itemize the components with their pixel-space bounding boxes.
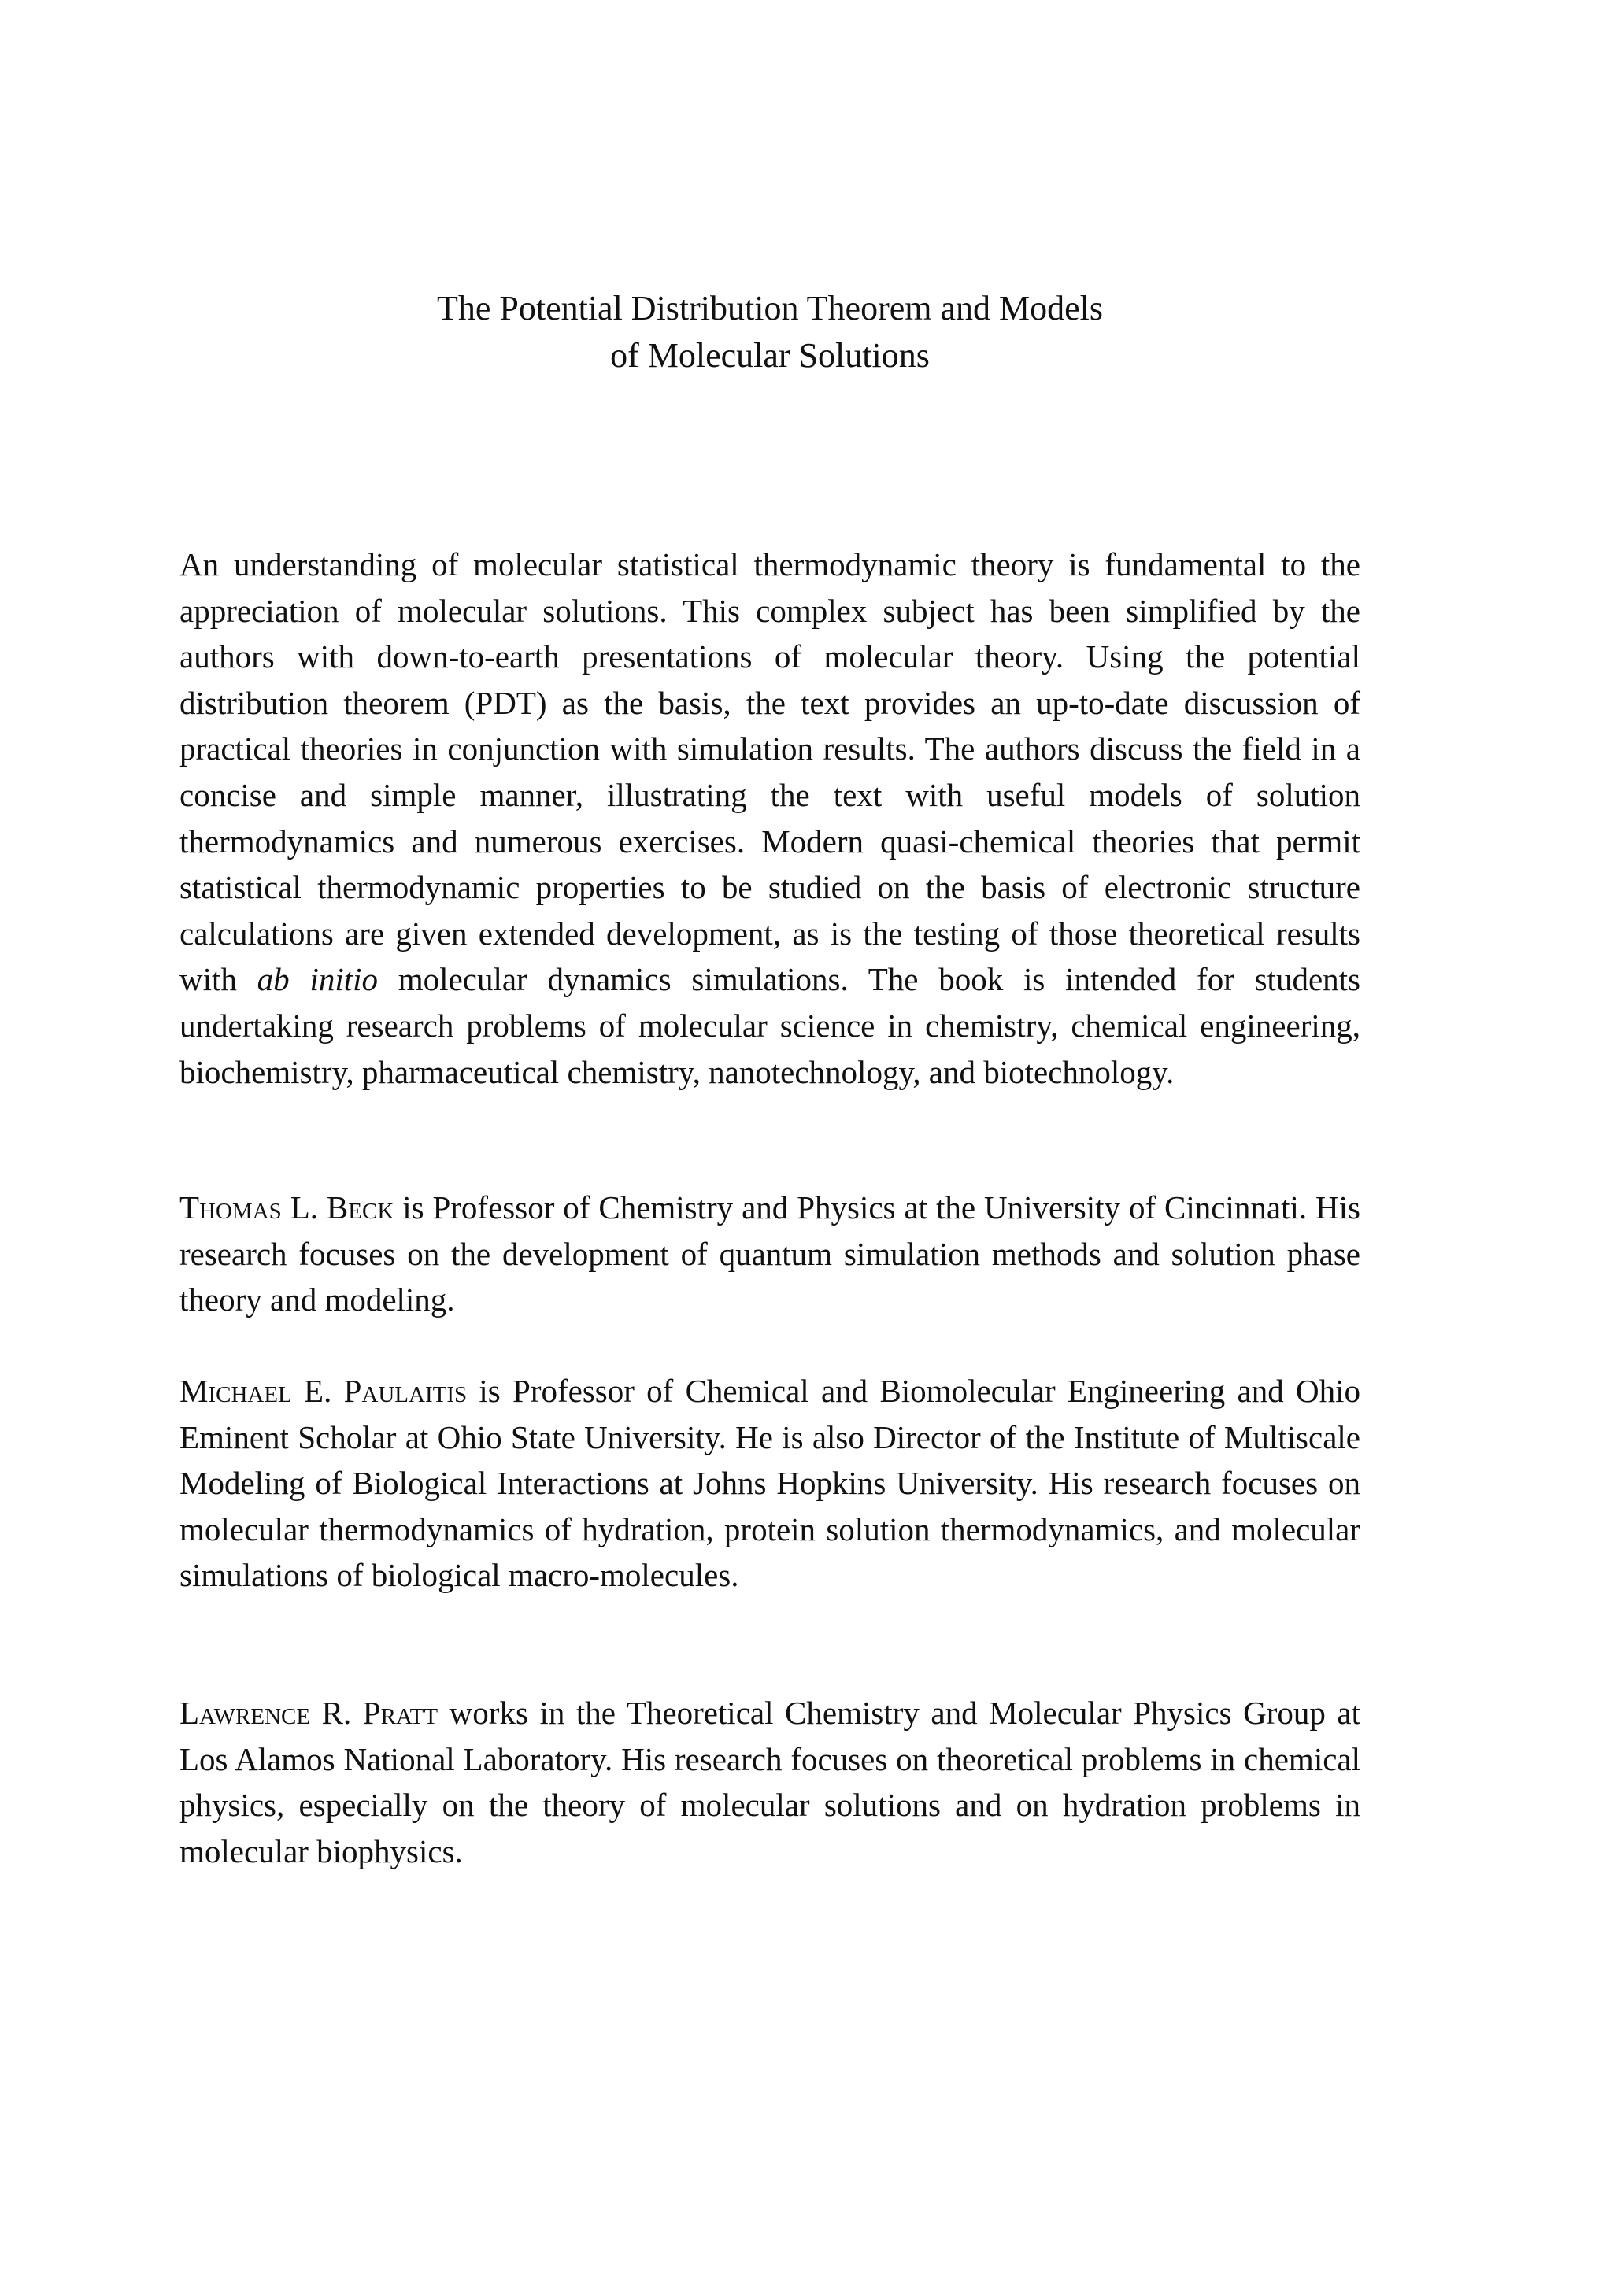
author-bio-text-beck: is Professor of Chemistry and Physics at the University of Cincinnati. His research focuses on the development of quantum simulation methods and solution phase theory and modeling. [179,1189,1360,1318]
description-text-part-2: molecular dynamics simulations. The book is intended for students undertaking research problems of molecular science in chemistry, chemical engineering, biochemistry, pharmaceutical chemistry, nanotechnology, and biotechnology. [179,961,1360,1090]
book-title-line-2: of Molecular Solutions [610,336,930,375]
description-italic-term: ab initio [257,961,379,998]
author-bio-text-pratt: works in the Theoretical Chemistry and Molecular Physics Group at Los Alamos National Laboratory. His research focuses on theoretical problems in chemical physics, especially on the theory of molecular solutions and on hydration problems in molecular biophysics. [179,1695,1361,1869]
description-text-part-1: An understanding of molecular statistical thermodynamic theory is fundamental to the appreciation of molecular solutions. This complex subject has been simplified by the authors with down-to-earth presentations of molecular theory. Using the potential distribution theorem (PDT) as the basis, the text provides an up-to-date discussion of practical theories in conjunction with simulation results. The authors discuss the field in a concise and simple manner, illustrating the text with useful models of solution thermodynamics and numerous exercises. Modern quasi-chemical theories that permit statistical thermodynamic properties to be studied on the basis of electronic structure calculations are given extended development, as is the testing of those theoretical results with [179,546,1360,998]
author-name-beck: Thomas L. Beck [179,1189,394,1226]
book-title [179,285,1360,379]
book-description [179,542,1360,1095]
author-name-pratt: Lawrence R. Pratt [179,1695,438,1731]
book-title-line-1: The Potential Distribution Theorem and Models [436,289,1104,327]
author-name-paulaitis: Michael E. Paulaitis [179,1373,468,1409]
author-bio-pratt [179,1690,1360,1874]
author-bio-beck [179,1185,1360,1323]
author-bio-paulaitis [179,1368,1360,1599]
author-bio-text-paulaitis: is Professor of Chemical and Biomolecular Engineering and Ohio Eminent Scholar at Ohio State University. He is also Director of the Institute of Multiscale Modeling of Biological Interactions at Johns Hopkins University. His research focuses on molecular thermodynamics of hydration, protein solution thermodynamics, and molecular simulations of biological macro-molecules. [179,1373,1360,1594]
